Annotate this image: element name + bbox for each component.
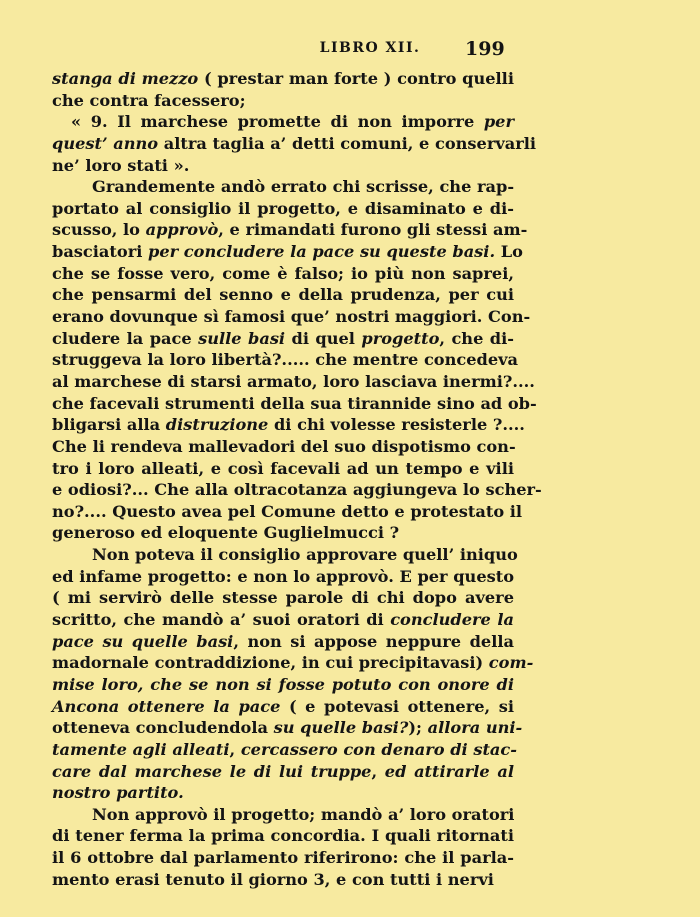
italic-text: ed attirarle al: [384, 761, 514, 781]
text-line: [52, 631, 514, 653]
text-segment: generoso ed eloquente Guglielmucci ?: [52, 523, 400, 543]
text-segment: ( mi servirò delle stesse parole di chi dopo avere: [52, 588, 514, 608]
text-line: [52, 696, 514, 718]
text-segment: basciatori: [52, 242, 149, 262]
italic-text: sulle basi: [198, 328, 286, 348]
text-segment: erano dovunque sì famosi que’ nostri maggiori. Con-: [52, 307, 531, 327]
text-segment: , e rimandati furono gli stessi am-: [218, 220, 528, 240]
running-head: [0, 38, 700, 68]
italic-text: nostro partito.: [52, 783, 184, 803]
body-text: [52, 68, 542, 890]
text-line: [52, 458, 514, 480]
italic-text: tamente agli alleati: [52, 739, 230, 759]
text-segment: ( prestar man forte ) contro quelli: [198, 69, 514, 88]
italic-text: concludere la: [390, 610, 514, 630]
text-segment: otteneva concludendola: [52, 718, 274, 738]
italic-text: progetto: [361, 328, 440, 348]
text-line: [52, 133, 537, 155]
text-line: [52, 68, 514, 90]
text-segment: cludere la pace: [52, 328, 199, 348]
text-segment: Lo: [495, 242, 523, 262]
text-segment: e odiosi?... Che alla oltracotanza aggiungeva lo scher-: [52, 480, 542, 500]
text-line: [52, 544, 518, 566]
text-line: [52, 414, 525, 436]
text-segment: Non approvò il progetto; mandò a’ loro oratori: [92, 804, 515, 824]
text-segment: di chi volesse resisterle ?....: [268, 415, 525, 435]
page-number: 199: [465, 38, 505, 60]
text-segment: ( e potevasi ottenere, si: [280, 696, 514, 716]
text-line: [52, 219, 528, 241]
text-segment: « 9. Il marchese promette di non imporre: [71, 112, 484, 132]
text-segment: Grandemente andò errato chi scrisse, che rap-: [92, 177, 515, 197]
text-segment: Che li rendeva mallevadori del suo dispotismo con-: [52, 436, 516, 456]
italic-text: allora uni-: [427, 718, 523, 738]
text-segment: bligarsi alla: [52, 415, 166, 435]
text-segment: portato al consiglio il progetto, e disaminato e di-: [52, 198, 514, 218]
text-line: [52, 479, 542, 501]
text-segment: madornale contraddizione, in cui precipitavasi): [52, 653, 489, 673]
text-segment: scritto, che mandò a’ suoi oratori di: [52, 610, 391, 630]
text-segment: al marchese di starsi armato, loro lasciava inermi?....: [52, 371, 535, 391]
chapter-title: LIBRO XII.: [319, 40, 421, 56]
text-line: [52, 674, 514, 696]
text-line: [52, 328, 514, 350]
text-line: [52, 155, 514, 177]
text-segment: , non si appose neppure della: [233, 631, 514, 651]
text-line: [52, 284, 514, 306]
text-line: [52, 111, 514, 133]
text-line: [52, 522, 514, 544]
italic-text: su quelle basi?: [273, 718, 409, 738]
text-line: [52, 825, 514, 847]
text-line: [52, 198, 514, 220]
text-line: [52, 652, 534, 674]
text-segment: ne’ loro stati ».: [52, 155, 190, 175]
italic-text: mise loro, che se non si fosse potuto con onore di: [52, 674, 514, 694]
text-line: [52, 501, 523, 523]
text-line: [52, 241, 523, 263]
italic-text: stanga di mezzo: [52, 69, 199, 88]
text-segment: Non poteva il consiglio approvare quell’ iniquo: [92, 545, 518, 565]
text-line: [52, 609, 514, 631]
italic-text: quest’ anno: [52, 133, 159, 153]
italic-text: distruzione: [165, 415, 269, 435]
italic-text: per: [483, 112, 514, 132]
text-line: [52, 782, 514, 804]
text-line: [52, 566, 514, 588]
text-segment: struggeva la loro libertà?..... che mentre concedeva: [52, 350, 519, 370]
text-segment: , che di-: [439, 328, 514, 348]
text-line: [52, 804, 514, 826]
italic-text: cercassero con denaro di stac-: [240, 739, 517, 759]
text-segment: );: [408, 718, 428, 738]
text-line: [52, 587, 514, 609]
text-line: [52, 176, 514, 198]
italic-text: Ancona ottenere la pace: [52, 696, 281, 716]
text-segment: di quel: [285, 328, 362, 348]
italic-text: com-: [488, 653, 534, 673]
text-line: [52, 761, 514, 783]
text-line: [52, 90, 514, 112]
text-segment: mento erasi tenuto il giorno 3, e con tutti i nervi: [52, 869, 494, 889]
text-segment: il 6 ottobre dal parlamento riferirono: che il parla-: [52, 848, 514, 868]
text-segment: no?.... Questo avea pel Comune detto e protestato il: [52, 501, 523, 521]
text-segment: ,: [229, 739, 241, 759]
text-segment: che contra facessero;: [52, 90, 246, 110]
italic-text: pace su quelle basi: [52, 631, 234, 651]
text-line: [52, 349, 519, 371]
text-segment: che se fosse vero, come è falso; io più non saprei,: [52, 263, 514, 283]
text-segment: ed infame progetto: e non lo approvò. E per questo: [52, 566, 514, 586]
text-line: [52, 371, 535, 393]
text-line: [52, 263, 514, 285]
text-segment: scusso, lo: [52, 220, 146, 240]
text-segment: di tener ferma la prima concordia. I quali ritornati: [52, 826, 514, 846]
italic-text: per concludere la pace su queste basi.: [148, 242, 496, 262]
text-segment: che pensarmi del senno e della prudenza, per cui: [52, 285, 514, 305]
text-line: [52, 306, 531, 328]
text-line: [52, 869, 514, 891]
italic-text: approvò: [145, 220, 219, 240]
italic-text: care dal marchese le di lui truppe: [52, 761, 372, 781]
text-segment: ,: [371, 761, 385, 781]
text-line: [52, 436, 514, 458]
text-line: [52, 393, 537, 415]
text-segment: altra taglia a’ detti comuni, e conservarli: [158, 133, 537, 153]
text-line: [52, 717, 523, 739]
text-segment: tro i loro alleati, e così facevali ad un tempo e vili: [52, 458, 514, 478]
text-segment: che facevali strumenti della sua tirannide sino ad ob-: [52, 393, 537, 413]
text-line: [52, 847, 514, 869]
text-line: [52, 739, 517, 761]
